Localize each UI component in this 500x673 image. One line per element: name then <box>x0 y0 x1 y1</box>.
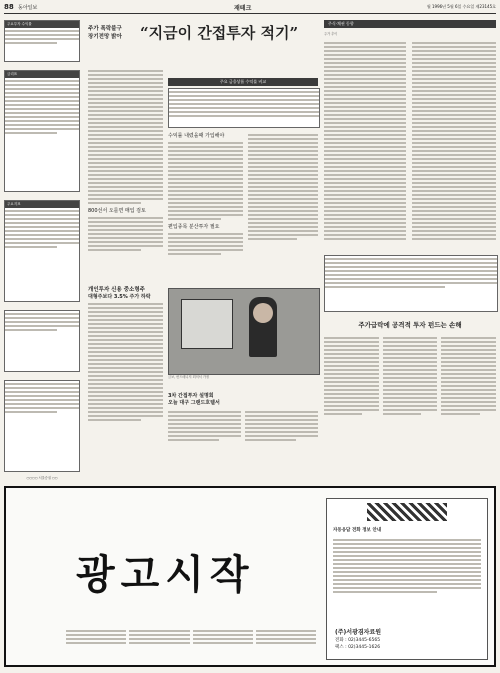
comparison-table <box>168 88 320 128</box>
ad-company: (주)서광겸자료원 <box>335 629 382 636</box>
seminar-head-b: 오늘 대구 그랜드호텔서 <box>168 400 220 406</box>
market-section-bar: 주식·채권 동향 <box>324 20 496 28</box>
comparison-bar: 주요 금융상품 수익률 비교 <box>168 78 318 86</box>
mid-article <box>88 285 163 475</box>
lead-body-col3 <box>248 132 318 272</box>
table-title: 주요투자 수익률 <box>5 21 79 28</box>
misc-table <box>4 310 80 372</box>
ad-directory <box>66 628 316 653</box>
photo-caption: 금보, 펀드매니저 회의서 가정 <box>168 375 210 379</box>
paper-name: 동아일보 <box>18 5 38 11</box>
page-header <box>4 3 496 14</box>
ad-pattern <box>367 503 447 521</box>
page-number: 88 <box>4 3 14 11</box>
table-title: 주요지표 <box>5 201 79 208</box>
index-table <box>4 200 80 302</box>
right-headline: 주가급락에 공격적 투자 펀드는 손해 <box>358 321 462 329</box>
monitor-graphic <box>181 299 233 349</box>
ad-frame <box>4 486 496 667</box>
stock-list-2 <box>412 40 496 250</box>
ad-main-text: 광고시작 <box>76 551 255 598</box>
seminar-article <box>168 392 318 480</box>
date-line: 월 1996년 5월 6일 수요일 제23145호 <box>426 4 496 9</box>
ad-contact-title: 자동응답 전화 정보 안내 <box>333 528 382 533</box>
stock-list-1 <box>324 40 406 250</box>
seminar-head-a: 3차 간접투자 설명회 <box>168 393 214 399</box>
rate-table <box>4 70 80 192</box>
lead-subhead-2: 800선서 오를면 매입 검토 <box>88 208 146 214</box>
ad-fax: 팩스 : 02)3445-1626 <box>335 645 381 650</box>
mid-head-2: 대형주보다 3.5% 주가 하락 <box>88 294 151 300</box>
fund-table <box>4 380 80 472</box>
kicker-1: 주가 폭락불구 <box>88 26 122 32</box>
table-title: 금리표 <box>5 71 79 78</box>
ad-contact-box <box>326 498 488 660</box>
lead-headline-block <box>88 20 318 50</box>
left-column <box>4 20 80 480</box>
ad-phone: 전화 : 02)3445-6565 <box>335 638 381 643</box>
fund-summary-table <box>324 255 498 312</box>
news-photo <box>168 288 320 375</box>
kicker-2: 장기전망 밝아 <box>88 34 122 40</box>
lead-headline: “지금이 간접투자 적기” <box>140 24 299 42</box>
yield-table <box>4 20 80 62</box>
lead-body-col2 <box>168 132 243 272</box>
face-figure <box>253 303 273 323</box>
right-article-body <box>324 335 496 480</box>
lead-subhead-1: 수익률 내렸을때 가입해야 <box>168 133 225 139</box>
lead-body-col1 <box>88 68 163 278</box>
mid-head-3: 편입종목 분산투자 필요 <box>168 224 220 230</box>
left-footer: ○○○○ 서울증권 ○○ <box>26 476 58 480</box>
chart-title: 주가 추이 <box>324 32 338 36</box>
section-title: 재테크 <box>234 5 252 12</box>
mid-head-1: 개인투자 신용 중소형주 <box>88 287 145 293</box>
